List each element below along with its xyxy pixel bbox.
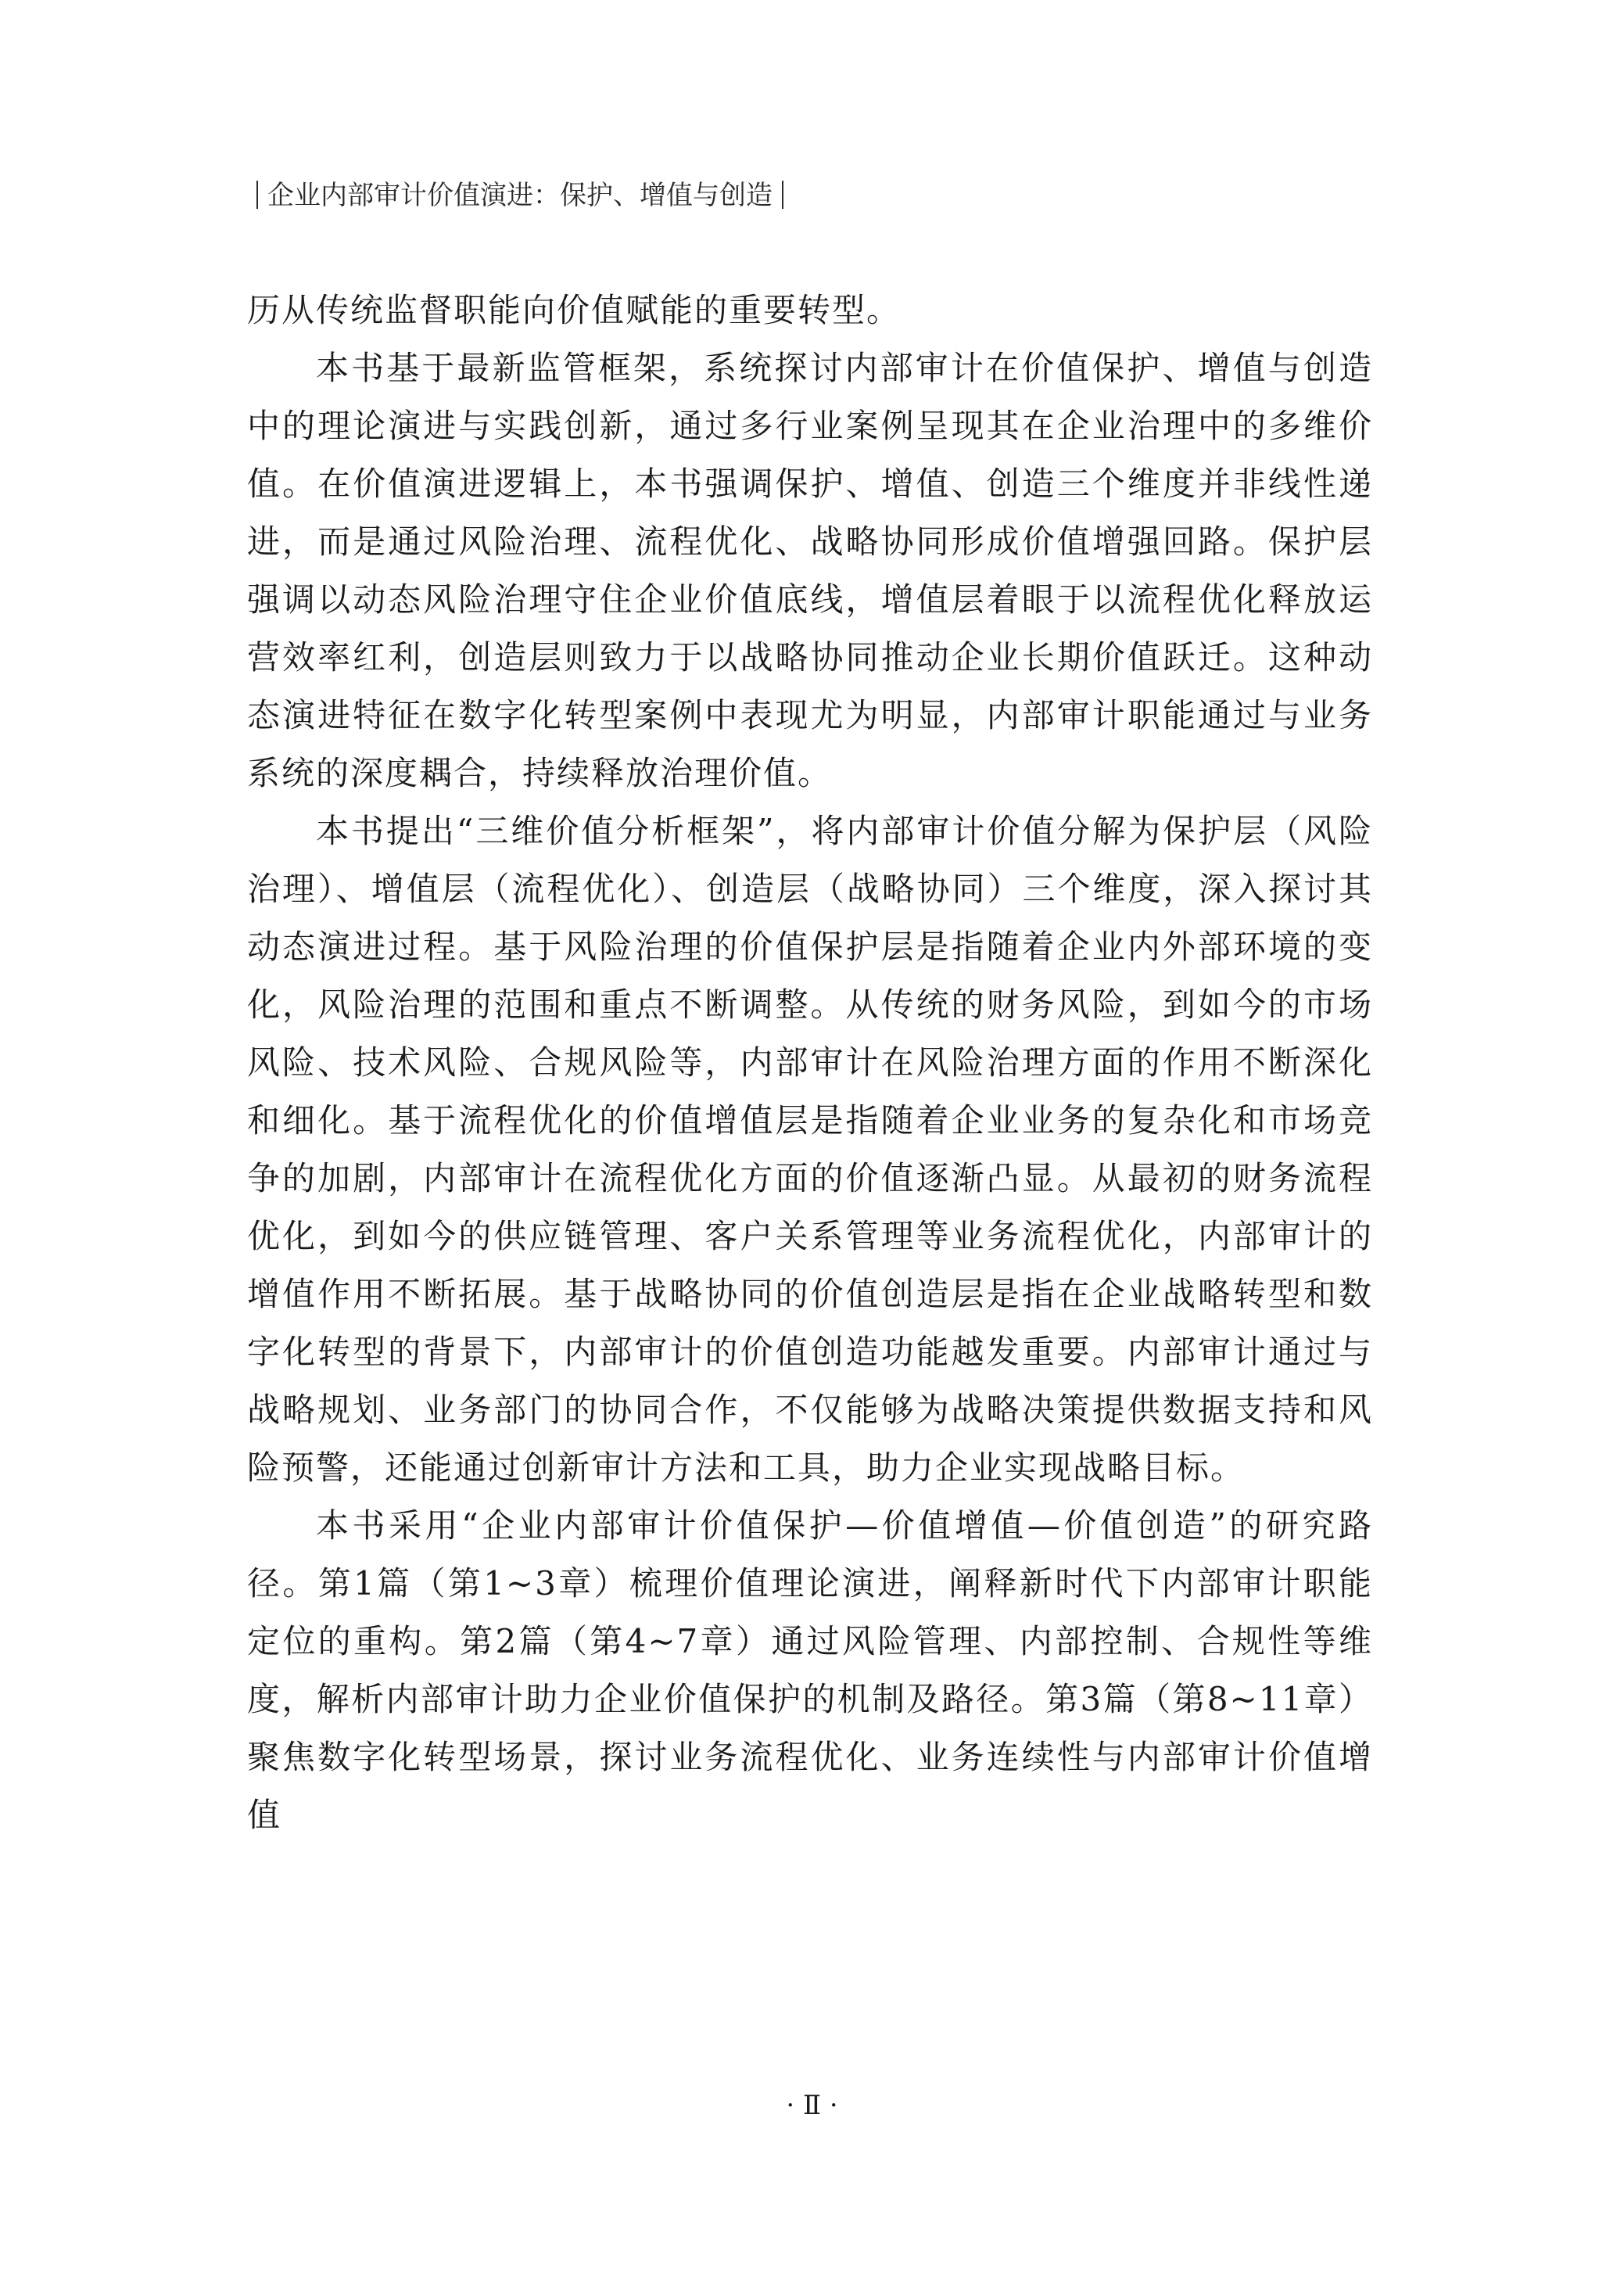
body-text	[247, 282, 1373, 1844]
running-head	[247, 177, 793, 214]
page-number: · Ⅱ ·	[786, 2090, 838, 2121]
running-head-title: 企业内部审计价值演进：保护、增值与创造	[267, 180, 773, 211]
running-head-right-rule	[782, 181, 783, 209]
paragraph: 本书提出“三维价值分析框架”，将内部审计价值分解为保护层（风险治理）、增值层（流程优化）、创造层（战略协同）三个维度，深入探讨其动态演进过程。基于风险治理的价值保护层是指随着企业内外部环境的变化，风险治理的范围和重点不断调整。从传统的财务风险，到如今的市场风险、技术风险、合规风险等，内部审计在风险治理方面的作用不断深化和细化。基于流程优化的价值增值层是指随着企业业务的复杂化和市场竞争的加剧，内部审计在流程优化方面的价值逐渐凸显。从最初的财务流程优化，到如今的供应链管理、客户关系管理等业务流程优化，内部审计的增值作用不断拓展。基于战略协同的价值创造层是指在企业战略转型和数字化转型的背景下，内部审计的价值创造功能越发重要。内部审计通过与战略规划、业务部门的协同合作，不仅能够为战略决策提供数据支持和风险预警，还能通过创新审计方法和工具，助力企业实现战略目标。	[247, 812, 1373, 1487]
paragraph-continued: 历从传统监督职能向价值赋能的重要转型。	[247, 291, 902, 329]
paragraph: 本书采用“企业内部审计价值保护—价值增值—价值创造”的研究路径。第1篇（第1~3章）梳理价值理论演进，阐释新时代下内部审计职能定位的重构。第2篇（第4~7章）通过风险管理、内部控制、合规性等维度，解析内部审计助力企业价值保护的机制及路径。第3篇（第8~11章）聚焦数字化转型场景，探讨业务流程优化、业务连续性与内部审计价值增值	[247, 1506, 1373, 1834]
paragraph: 本书基于最新监管框架，系统探讨内部审计在价值保护、增值与创造中的理论演进与实践创新，通过多行业案例呈现其在企业治理中的多维价值。在价值演进逻辑上，本书强调保护、增值、创造三个维度并非线性递进，而是通过风险治理、流程优化、战略协同形成价值增强回路。保护层强调以动态风险治理守住企业价值底线，增值层着眼于以流程优化释放运营效率红利，创造层则致力于以战略协同推动企业长期价值跃迁。这种动态演进特征在数字化转型案例中表现尤为明显，内部审计职能通过与业务系统的深度耦合，持续释放治理价值。	[247, 349, 1373, 792]
running-head-left-rule	[256, 181, 258, 209]
